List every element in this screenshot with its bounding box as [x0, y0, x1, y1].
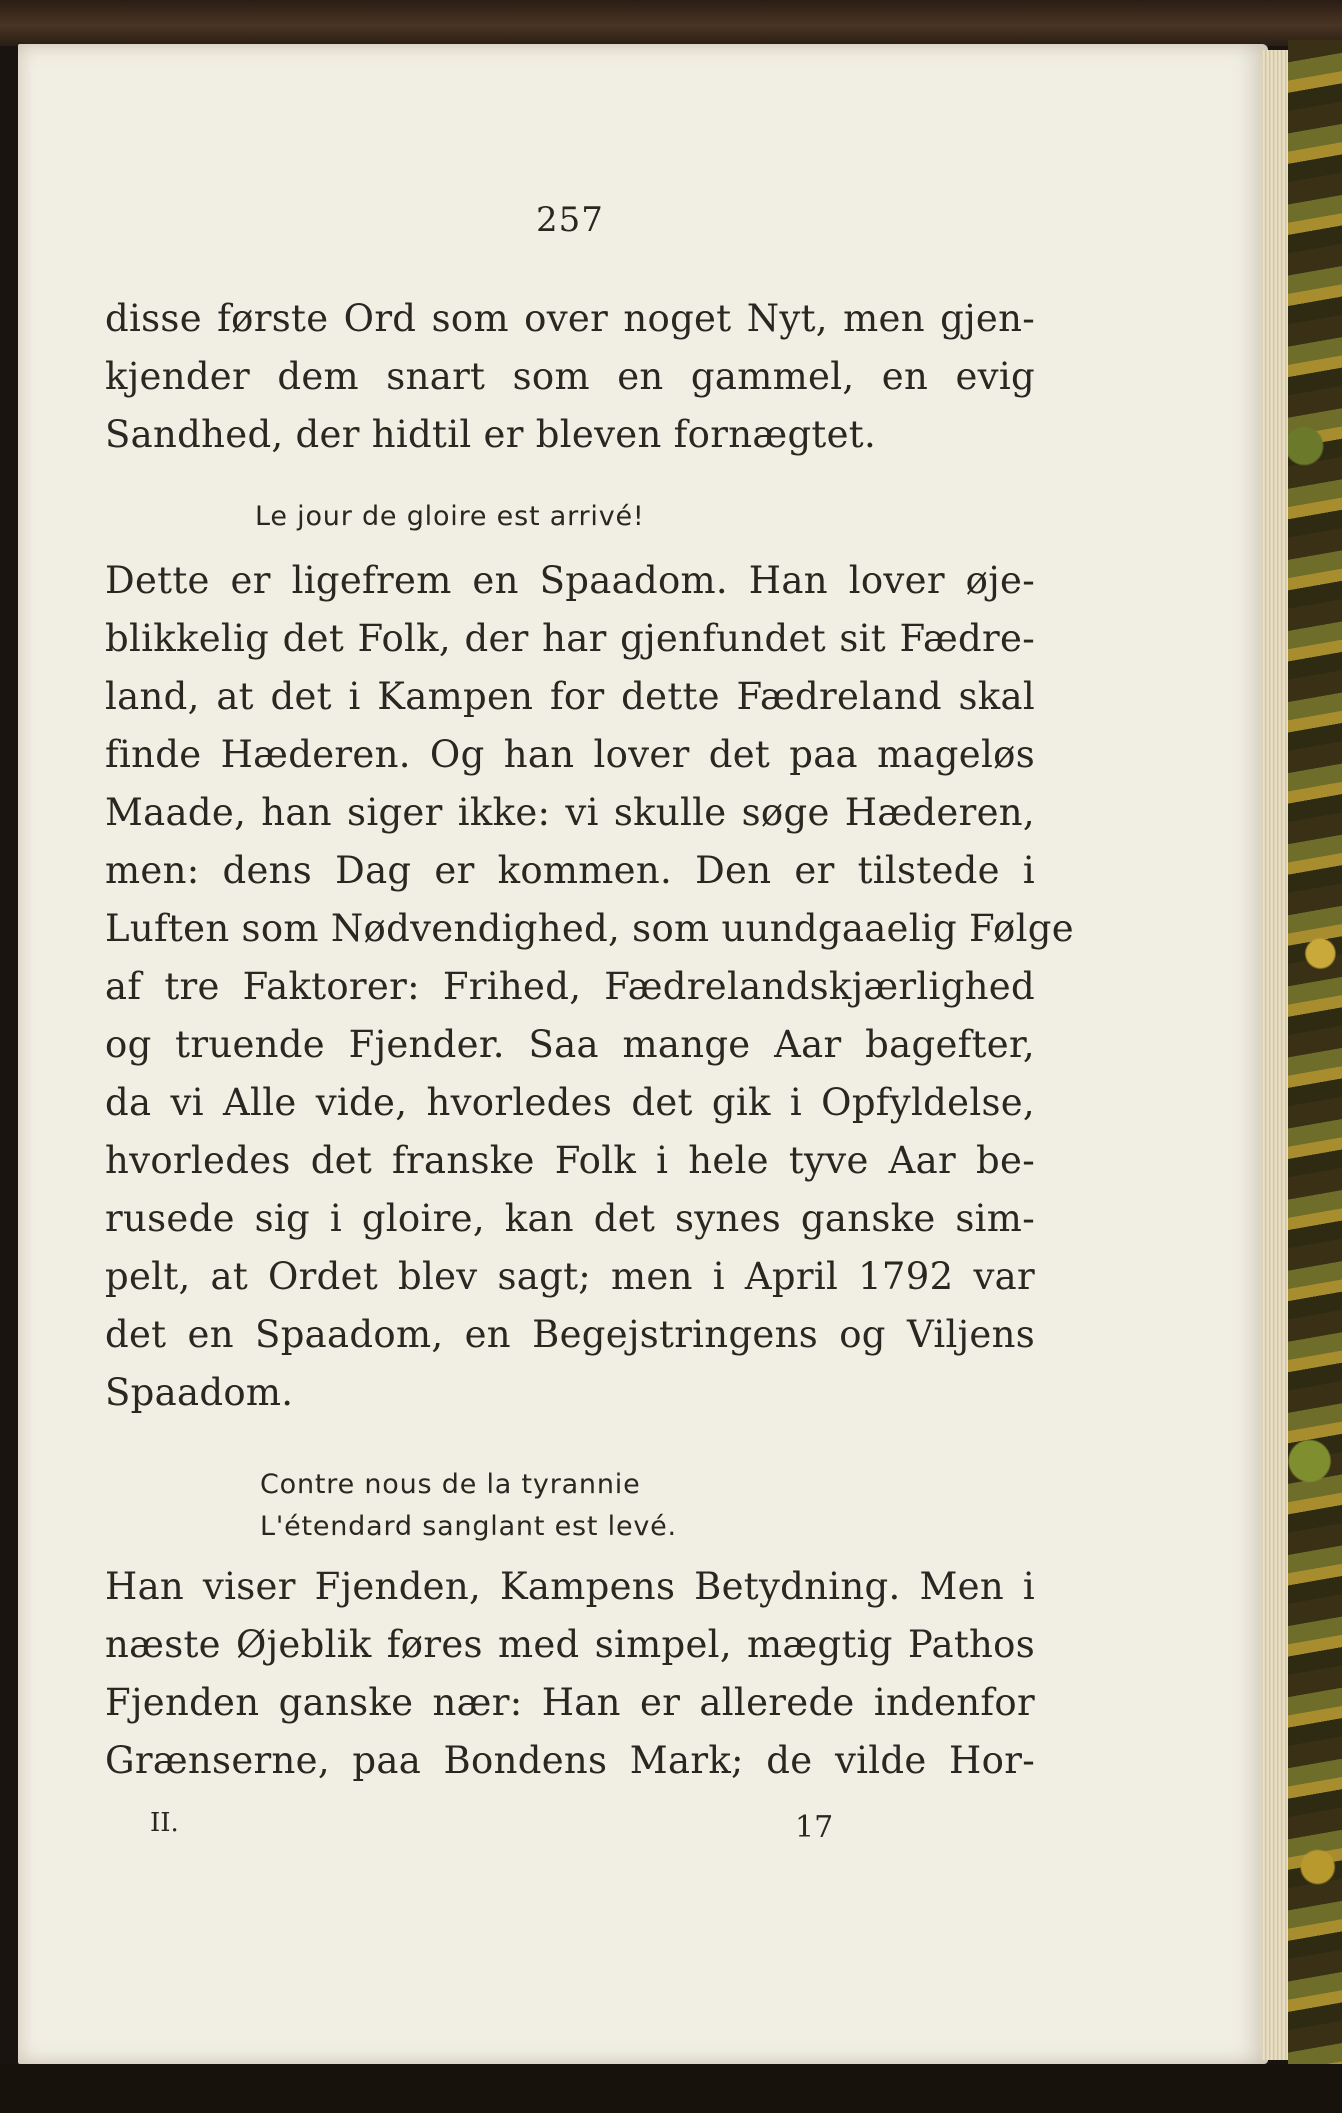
text-line: og truende Fjender. Saa mange Aar bagefter,	[105, 1023, 1035, 1066]
text-line: Sandhed, der hidtil er bleven fornægtet.	[105, 413, 877, 456]
paragraph-3	[105, 1558, 1035, 1790]
text-line: Dette er ligefrem en Spaadom. Han lover øje-	[105, 559, 1035, 602]
signature-number: 17	[795, 1810, 834, 1845]
verse-line: L'étendard sanglant est levé.	[260, 1511, 677, 1542]
text-line: af tre Faktorer: Frihed, Fædrelandskjærlighed	[105, 965, 1035, 1008]
marbled-cover	[1288, 40, 1342, 2070]
paragraph-2	[105, 552, 1074, 1422]
verse-line: Contre nous de la tyrannie	[260, 1469, 641, 1500]
text-line: land, at det i Kampen for dette Fædreland skal	[105, 675, 1035, 718]
text-line: Fjenden ganske nær: Han er allerede indenfor	[105, 1681, 1035, 1724]
text-line: finde Hæderen. Og han lover det paa mageløs	[105, 733, 1035, 776]
book-bottom-edge	[0, 2064, 1342, 2113]
text-line: rusede sig i gloire, kan det synes ganske sim-	[105, 1197, 1035, 1240]
text-line: blikkelig det Folk, der har gjenfundet sit Fædre-	[105, 617, 1035, 660]
text-line: da vi Alle vide, hvorledes det gik i Opfyldelse,	[105, 1081, 1035, 1124]
book-top-edge	[0, 0, 1342, 46]
quote-line: Le jour de gloire est arrivé!	[255, 501, 645, 532]
text-line: Spaadom.	[105, 1371, 294, 1414]
page-number: 257	[536, 200, 604, 240]
text-line: disse første Ord som over noget Nyt, men gjen-	[105, 297, 1035, 340]
page-edges	[1262, 50, 1288, 2060]
text-line: Han viser Fjenden, Kampens Betydning. Men i	[105, 1565, 1035, 1608]
signature-mark: II.	[150, 1808, 179, 1838]
text-line: hvorledes det franske Folk i hele tyve Aar be-	[105, 1139, 1035, 1182]
text-line: det en Spaadom, en Begejstringens og Viljens	[105, 1313, 1035, 1356]
text-line: næste Øjeblik føres med simpel, mægtig Pathos	[105, 1623, 1035, 1666]
text-line: kjender dem snart som en gammel, en evig	[105, 355, 1035, 398]
text-line: Maade, han siger ikke: vi skulle søge Hæderen,	[105, 791, 1035, 834]
paragraph-1	[105, 290, 1035, 464]
text-line: Luften som Nødvendighed, som uundgaaelig Følge	[105, 907, 1074, 950]
text-line: pelt, at Ordet blev sagt; men i April 1792 var	[105, 1255, 1035, 1298]
text-line: Grænserne, paa Bondens Mark; de vilde Hor-	[105, 1739, 1035, 1782]
text-line: men: dens Dag er kommen. Den er tilstede i	[105, 849, 1035, 892]
